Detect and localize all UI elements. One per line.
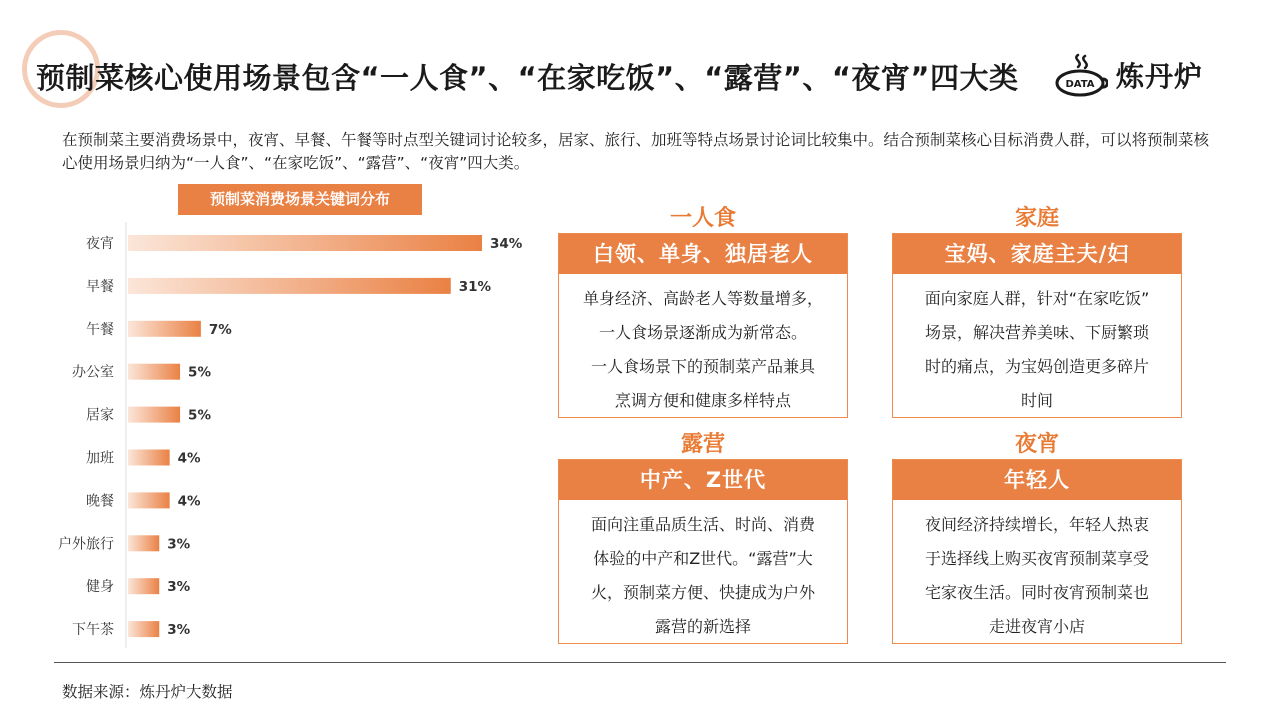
bar (128, 407, 180, 423)
desc-line: 一人食场景下的预制菜产品兼具 (590, 357, 815, 376)
scene-heading-family: 家庭 (1014, 206, 1059, 231)
scene-description-family (893, 274, 1181, 418)
value-label: 34% (490, 236, 523, 252)
desc-line: 面向注重品质生活、时尚、消费 (590, 515, 815, 534)
value-label: 3% (167, 536, 191, 553)
desc-line: 于选择线上购买夜宵预制菜享受 (924, 549, 1149, 568)
bar-chart (0, 0, 540, 660)
scene-heading-camping: 露营 (680, 432, 725, 457)
desc-line: 面向家庭人群，针对“在家吃饭” (924, 289, 1150, 308)
desc-line: 场景，解决营养美味、下厨繁琐 (924, 323, 1149, 342)
category-label: 居家 (86, 407, 114, 424)
scene-heading-solo: 一人食 (669, 206, 736, 231)
bar (128, 535, 159, 551)
scene-card-late-night (892, 459, 1182, 644)
bar (128, 364, 180, 380)
category-label: 下午茶 (72, 622, 114, 639)
bar (128, 621, 159, 637)
desc-line: 宅家夜生活。同时夜宵预制菜也 (924, 583, 1149, 602)
scene-audience-family: 宝妈、家庭主夫/妇 (893, 234, 1181, 274)
desc-line: 单身经济、高龄老人等数量增多， (582, 289, 823, 308)
category-label: 早餐 (86, 278, 114, 295)
logo-badge-text: DATA (1065, 79, 1095, 90)
chart-title: 预制菜消费场景关键词分布 (178, 184, 422, 215)
scene-description-camping (559, 500, 847, 644)
value-label: 3% (167, 579, 191, 596)
footer-divider (54, 662, 1226, 663)
desc-line: 体验的中产和Z世代。“露营”大 (593, 549, 813, 568)
scene-audience-camping: 中产、Z世代 (559, 460, 847, 500)
desc-line: 夜间经济持续增长，年轻人热衷 (924, 515, 1149, 534)
desc-line: 烹调方便和健康多样特点 (614, 391, 791, 410)
logo-text: 炼丹炉 (1116, 60, 1204, 93)
value-label: 5% (188, 364, 211, 381)
scene-card-family (892, 233, 1182, 418)
value-label: 7% (208, 321, 232, 338)
desc-line: 露营的新选择 (654, 617, 751, 636)
bar (128, 492, 170, 508)
bar (128, 278, 451, 294)
intro-paragraph: 在预制菜主要消费场景中，夜宵、早餐、午餐等时点型关键词讨论较多，居家、旅行、加班等特点场景讨论词比较集中。结合预制菜核心目标消费人群，可以将预制菜核心使用场景归纳为“一人食”、“在家吃饭”、“露营”、“夜宵”四大类。 (62, 131, 1210, 172)
value-label: 4% (177, 450, 201, 467)
category-label: 晚餐 (86, 493, 114, 510)
desc-line: 时间 (1020, 391, 1053, 410)
brand-logo (1052, 52, 1203, 98)
bar (128, 450, 170, 466)
bar (128, 578, 159, 594)
scene-card-solo (558, 233, 848, 418)
scene-description-solo (559, 274, 847, 418)
value-label: 31% (458, 278, 492, 295)
scene-audience-solo: 白领、单身、独居老人 (559, 234, 847, 274)
data-source: 数据来源：炼丹炉大数据 (62, 683, 233, 701)
category-label: 办公室 (72, 364, 114, 381)
bar (128, 235, 482, 251)
logo-cup-icon (1052, 52, 1108, 98)
bar (128, 321, 201, 337)
value-label: 5% (188, 407, 211, 424)
scene-description-late-night (893, 500, 1181, 644)
category-label: 午餐 (86, 321, 114, 338)
value-label: 3% (167, 622, 191, 639)
scene-audience-late-night: 年轻人 (893, 460, 1181, 500)
category-label: 健身 (86, 579, 114, 596)
page-title: 预制菜核心使用场景包含“一人食”、“在家吃饭”、“露营”、“夜宵”四大类 (36, 61, 1019, 95)
value-label: 4% (177, 493, 201, 510)
category-label: 夜宵 (86, 236, 114, 252)
scene-heading-late-night: 夜宵 (1014, 432, 1059, 457)
desc-line: 时的痛点，为宝妈创造更多碎片 (924, 357, 1149, 376)
desc-line: 走进夜宵小店 (988, 617, 1085, 636)
desc-line: 火，预制菜方便、快捷成为户外 (590, 583, 815, 602)
desc-line: 一人食场景逐渐成为新常态。 (598, 323, 807, 342)
category-label: 加班 (86, 450, 114, 467)
category-label: 户外旅行 (58, 536, 114, 553)
scene-card-camping (558, 459, 848, 644)
